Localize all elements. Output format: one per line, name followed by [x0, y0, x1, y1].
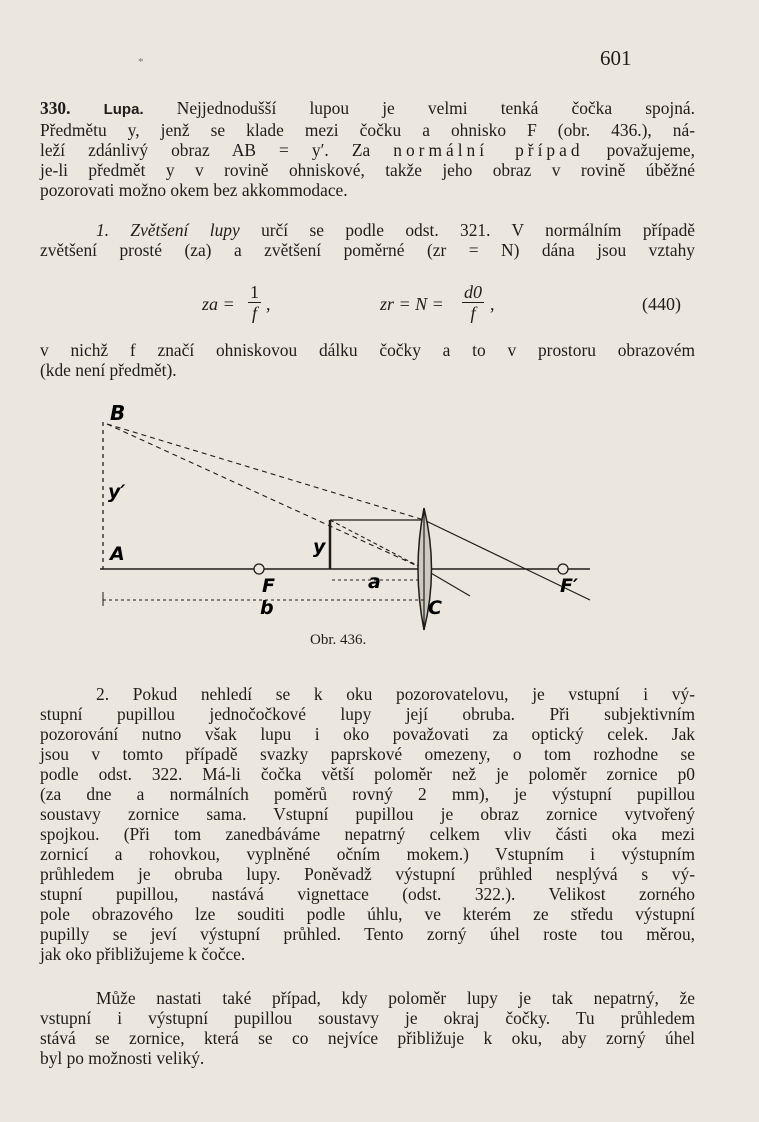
text-span: považujeme, — [606, 140, 695, 160]
label-F: F — [262, 575, 275, 597]
eq-za: za = — [202, 294, 235, 314]
page-number: 601 — [600, 46, 632, 70]
eq-sep-2: , — [490, 294, 495, 314]
backtrace-ray-1 — [107, 424, 424, 520]
label-F-prime: F′ — [560, 575, 578, 597]
text-line: (za dne a normálních poměrů rovný 2 mm), je výstupní pupillou — [40, 784, 695, 804]
text-line: vstupní i výstupní pupillou soustavy je okraj čočky. Tu průhledem — [40, 1008, 695, 1028]
text-line: soustavy zornice sama. Vstupní pupillou je obraz zornice vytvořený — [40, 804, 695, 824]
eq-den-2: f — [470, 303, 476, 323]
text-line: v nichž f značí ohniskovou dálku čočky a to v prostoru obrazovém — [40, 340, 695, 360]
label-b: b — [260, 597, 274, 619]
text-line: pozorovati možno okem bez akkommodace. — [40, 180, 348, 200]
text-line: průhledem je obruba lupy. Poněvadž výstupní průhled nesplývá s vý- — [40, 864, 695, 884]
text-line: je-li předmět y v rovině ohniskové, takže jeho obraz v rovině úběžné — [40, 160, 695, 180]
text-line: stupní pupillou, nastává vignettace (odst. 322.). Velikost zorného — [40, 884, 695, 904]
text-line: byl po možnosti veliký. — [40, 1048, 205, 1068]
text-line: jak oko přibližujeme k čočce. — [40, 944, 246, 964]
paragraph-3 — [40, 988, 695, 1068]
label-A: A — [110, 543, 125, 565]
label-B: B — [110, 401, 126, 425]
section-number: 330. — [40, 98, 71, 118]
text-line: pupilly se jeví výstupní průhled. Tento zorný úhel roste tou měrou, — [40, 924, 695, 944]
text-span: leží zdánlivý obraz AB = y′. Za — [40, 140, 371, 160]
text-line: zvětšení prosté (za) a zvětšení poměrné (zr = N) dána jsou vztahy — [40, 240, 695, 260]
text-line: podle odst. 322. Má-li čočka větší poloměr než je poloměr zornice p0 — [40, 764, 695, 784]
label-y: y — [313, 536, 326, 558]
italic-lead: 1. Zvětšení lupy — [96, 220, 240, 240]
eq-num-2: d0 — [464, 282, 482, 302]
backtrace-ray-2 — [107, 424, 424, 569]
label-a: a — [368, 571, 381, 593]
focus-point-F — [254, 564, 264, 574]
label-y-prime: y′ — [108, 481, 126, 503]
paragraph-2 — [40, 684, 695, 964]
equation-number: (440) — [642, 294, 681, 314]
text-line: (kde není předmět). — [40, 360, 177, 380]
text-line: Může nastati také případ, kdy poloměr lupy je tak nepatrný, že — [96, 988, 695, 1008]
text-span: určí se podle odst. 321. V normálním případě — [261, 220, 695, 240]
text-line: Předmětu y, jenž se klade mezi čočku a ohnisko F (obr. 436.), ná- — [40, 120, 695, 140]
eq-zr: zr = N = — [380, 294, 444, 314]
spaced-term: normální případ — [393, 140, 584, 160]
eq-den-1: f — [251, 303, 257, 323]
text-line: spojkou. (Při tom zanedbáváme nepatrný celkem vliv části oka mezi — [40, 824, 695, 844]
text-line: zornicí a rohovkou, vyplněné očním mokem.) Vstupním i výstupním — [40, 844, 695, 864]
eq-sep-1: , — [266, 294, 271, 314]
text-line: jsou v tomto případě svazky paprskové omezeny, o tom rozhodne se — [40, 744, 695, 764]
text-line: Nejjednodušší lupou je velmi tenká čočka spojná. — [176, 98, 695, 118]
text-line: stává se zornice, která se co nejvíce přibližuje k oku, aby zorný úhel — [40, 1028, 695, 1048]
eq-num-1: 1 — [250, 282, 259, 302]
text-line: stupní pupillou jednočočkové lupy její obruba. Při subjektivním — [40, 704, 695, 724]
text-line: 2. Pokud nehledí se k oku pozorovatelovu, je vstupní i vý- — [96, 684, 695, 704]
page-mark: * — [138, 56, 144, 68]
backtrace-ray-3 — [330, 520, 424, 569]
section-title: Lupa. — [103, 101, 144, 118]
focus-point-F-prime — [558, 564, 568, 574]
label-C: C — [428, 597, 442, 619]
text-line: pozorování nutno však lupu i oko považovati za optický celek. Jak — [40, 724, 695, 744]
figure-caption: Obr. 436. — [310, 632, 367, 648]
text-line: pole obrazového lze souditi podle úhlu, ve kterém ze středu výstupní — [40, 904, 695, 924]
